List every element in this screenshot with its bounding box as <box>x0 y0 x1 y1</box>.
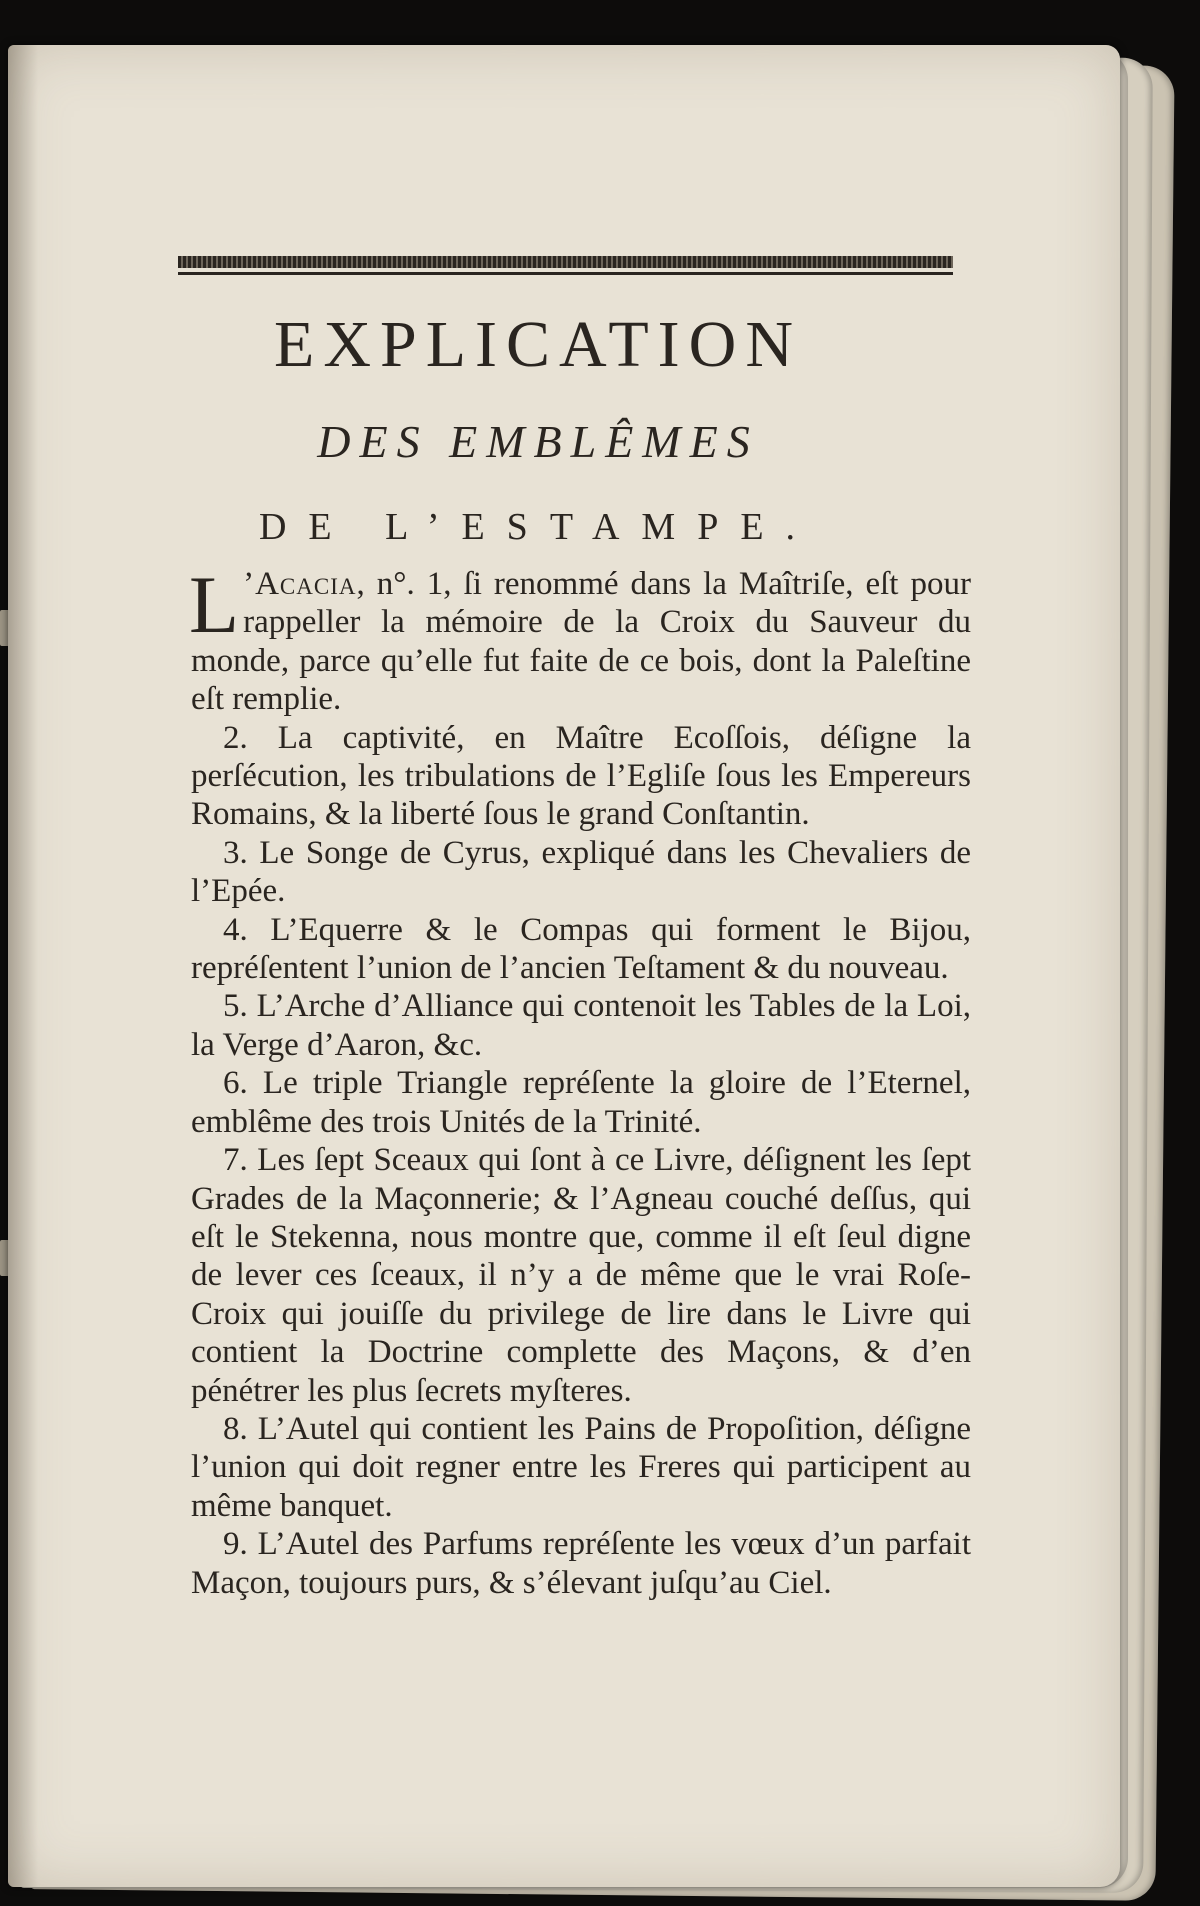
page-title: EXPLICATION <box>274 308 802 381</box>
header-ornament-rule <box>178 252 953 280</box>
entry-number: 3. <box>223 834 248 871</box>
entry-number: 9. <box>223 1526 248 1563</box>
entry-number: 4. <box>223 911 248 948</box>
list-item <box>191 1410 971 1525</box>
entry-number: 2. <box>223 719 248 756</box>
entry-text: L’Autel des Parfums repréſente les vœux d’un parfait Maçon, toujours purs, & s’élevant juſqu’au Ciel. <box>191 1526 972 1601</box>
intro-text: , n°. 1, ſi renommé dans la Maîtriſe, eſt pour rappeller la mémoire de la Croix du Sauveur du monde, parce qu’elle fut faite de ce bois, dont la Paleſtine eſt remplie. <box>191 566 971 718</box>
entry-number: 6. <box>223 1065 248 1102</box>
entry-text: Le Songe de Cyrus, expliqué dans les Chevaliers de l’Epée. <box>191 834 972 910</box>
entry-text: Le triple Triangle repréſente la gloire de l’Eternel, emblême des trois Unités de la Trinité. <box>191 1065 971 1140</box>
list-item <box>191 987 971 1064</box>
book-page <box>8 45 1120 1887</box>
entry-number: 5. <box>223 988 248 1025</box>
list-item <box>191 719 971 834</box>
entry-text: L’Autel qui contient les Pains de Propoſition, déſigne l’union qui doit regner entre les Freres qui participent au même banquet. <box>191 1410 971 1524</box>
entry-text: L’Arche d’Alliance qui contenoit les Tables de la Loi, la Verge d’Aaron, &c. <box>191 988 971 1063</box>
intro-paragraph <box>189 559 971 719</box>
entry-number: 7. <box>223 1142 248 1179</box>
list-item <box>191 1064 971 1141</box>
page-subtitle: DES EMBLÊMES <box>317 416 759 467</box>
gutter-shadow <box>8 45 38 1887</box>
entry-text: L’Equerre & le Compas qui forment le Bijou, repréſentent l’union de l’ancien Teſtament & du nouveau. <box>191 911 971 987</box>
entry-number: 8. <box>223 1410 248 1447</box>
list-item <box>191 1525 971 1602</box>
intro-lead: ’Acacia <box>243 566 357 602</box>
entry-text: La captivité, en Maître Ecoſſois, déſigne la perſécution, les tribulations de l’Egliſe ſous les Empereurs Romains, & la liberté ſous le grand Conſtantin. <box>191 719 971 833</box>
entry-text: Les ſept Sceaux qui ſont à ce Livre, déſignent les ſept Grades de la Maçonnerie; & l’Agneau couché deſſus, qui eſt le Stekenna, nous montre que, comme il eſt ſeul digne de lever ces ſceaux, il n’y a de même que le vrai Roſe-Croix qui jouiſſe du privilege de lire dans le Livre qui contient la Doctrine complette des Maçons, & d’en pénétrer les plus ſecrets myſteres. <box>191 1142 972 1409</box>
text-body <box>189 559 972 1602</box>
ornament-line <box>178 272 953 275</box>
list-item <box>191 911 971 988</box>
drop-cap: L <box>189 559 240 650</box>
list-item <box>191 1141 971 1410</box>
list-item <box>191 834 971 911</box>
ornament-band <box>178 256 953 268</box>
page-subtitle-2: DE L’ESTAMPE. <box>258 506 818 548</box>
